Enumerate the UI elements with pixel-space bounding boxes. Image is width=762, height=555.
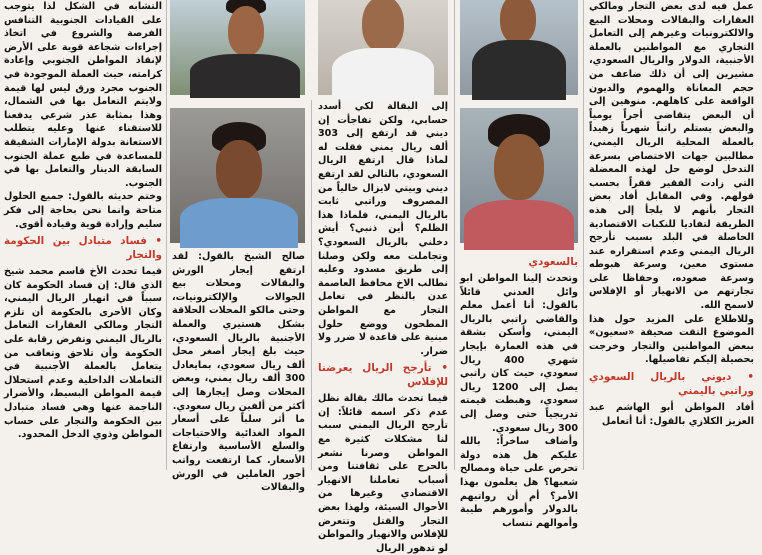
shirt <box>464 200 574 250</box>
paragraph: فيما تحدث الأخ قاسم محمد شيخ الذي قال: إن فساد الحكومة كان سبباً في انهيار الريال اليمني، وكان الأحرى بالحكومة أن تلزم التجار ومالكي العقارات التعامل بالريال اليمني وتفرض رقابة على الحكومة وأن تلاحق وتعاقب من يتعامل بالعملة الأجنبية في التعاملات الداخلية وعدم استحلال قيمة المواطن البسيط، والأضرار الناجمة عنها وهي فساد متبادل بين الحكومة والتجار على حساب المواطن وذوي الدخل المحدود. <box>4 266 162 441</box>
paragraph: وأضاف ساخراً: بالله عليكم هل هذه دولة تحرص على حياة ومصالح شعبها؟ هل يعلمون بهذا الأمر؟ أم أن رواتبهم بالدولار وأمورهم طيبة وأموالهم تنساب <box>460 436 578 529</box>
paragraph: إلى البقالة لكي أسدد حسابي، ولكن تفاجأت إن ديني قد ارتفع إلى 303 ألف ريال يمني فقلت له لماذا قال ارتفع الريال السعودي، بالتالي لقد ارتفع ديني وبيتي لايزال خالياً من المصروف وراتبي ثابت بالريال اليمني، فلماذا هذا الظلم؟ أين ذنبي؟ أيش دخلني بالريال السعودي؟ وتجاملت معه ولكن وصلنا إلى طريق مسدود وعليه نطالب الاخ محافظ العاصمة عدن بالنظر في تعامل التجار مع المواطن المطحون ووضع حلول مبنية على قاعدة لا ضرر ولا ضرار. <box>318 101 448 357</box>
paragraph: التشابه في الشكل لذا يتوجب على القيادات الجنوبية التنافس الفرصة والشروع في اتخاذ إجراءات شجاعة قوية على الأرض لإنقاذ المواطن الجنوبي وإعادة كرامته، حيث العملة الموجودة في الجنوب مجرد ورق ليس لها قيمة ولايتم التعامل بها في الشمال، وهذا بمثابة عذر شرعي يدفعنا للاستقناء عنها وعليه يتطلب الاستعانة بدولة الإمارات الشقيقة للمساعدة في طبع عملة الجنوب السابقة الدينار والتعامل بها في الجنوب. <box>4 1 162 189</box>
column-rule <box>583 0 584 470</box>
photo-curly-man <box>460 108 578 243</box>
face <box>362 0 404 52</box>
column-rule <box>166 0 167 470</box>
section-heading: • تأرجح الريال يعرضنا للإفلاس <box>318 362 448 389</box>
face <box>228 6 264 56</box>
paragraph: فيما تحدث مالك بقالة نظل عدم ذكر اسمه قائلاً: إن تأرجح الريال اليمني سبب لنا مشكلات كثيرة مع المواطن وصرنا نشعر بالحرج على ثقافتنا ومن أسباب تعاملنا الانهيار الاقتصادي وغيرها من الأحوال السيئة، ولهذا بعض التجار والقتل وتتعرض للإفلاس والانهيار والمواطن لو تدهور الريال <box>317 393 448 554</box>
photo-young-man-top <box>170 0 305 95</box>
column-mid-left <box>172 250 305 494</box>
paragraph: وللاطلاع على المزيد حول هذا الموضوع التقت صحيفة «سعيون» ببعض المواطنين والتجار وخرجت بحصيلة إليكم تفاصيلها. <box>589 313 754 366</box>
photo-man-right <box>460 0 578 95</box>
section-heading: بالسعودي <box>528 256 578 268</box>
shirt <box>190 54 300 98</box>
face <box>500 0 536 44</box>
face <box>216 140 262 200</box>
paragraph: عمل فيه لدى بعض التجار ومالكي العقارات والبقالات ومحلات البيع والالكترونيات وغيرهم إلى التعامل التجاري مع المواطنين بالعملة الأجنبية، الدولار والريال السعودي، مشيرين إلى أن ذلك ضاعف من حجم المعاناة والهموم والديون الواقعة على كاهلهم. منوهين إلى أن البعض يتقاضى أجراً يومياً والبعض يستلم راتباً شهرياً زهيداً بالعملة المحلية الريال اليمني، مطالبين جهات الاختصاص بسرعة التدخل لوضع حل لهذه المعضلة التي زادت الفقير فقراً بحسب قولهم. وفي المقابل أفاد بعض التجار بأنهم لا يلجأ إلى هذه الطريقة لتفاديا للنكبات الاقتصادية الحاصلة في البلد بسبب تأرجح الريال اليمني وعدم استقراره عند مستوى معين، وسرعة هبوطه وسرعة صعوده، وحفاظا على تجارتهم من الانهيار أو الإفلاس لاسمح الله. <box>589 1 754 312</box>
column-mid-right <box>460 252 578 529</box>
section-heading: • فساد متبادل بين الحكومة والتجار <box>4 235 162 262</box>
paragraph: وختم حديثه بالقول: جميع الحلول متاحة وانما نحن بحاجة إلى فكر سليم وإرادة قوية وقيادة أقوى. <box>4 191 162 230</box>
paragraph: أفاد المواطن أبو الهاشم عبد العزيز الكلازي بالقول: أنا أتعامل <box>589 402 754 427</box>
paragraph: ما أثر سلباً على أسعار المواد الغذائية والاحتياجات والسلع الأساسية وارتفاع الأسعار. كما ارتفعت رواتب أجور العاملين في الورش والبقالات <box>172 414 305 494</box>
photo-young-man-blue <box>170 108 305 243</box>
shirt <box>180 198 298 248</box>
face <box>494 134 544 200</box>
column-right <box>589 0 754 470</box>
column-rule <box>454 0 455 470</box>
column-left <box>4 0 162 470</box>
paragraph: صالح الشيخ بالقول: لقد ارتفع إيجار الورش والبقالات ومحلات بيع الجوالات والإلكترونيات، وحتى مالكو المحلات الحلاقة بشكل هستيري والعملة الأجنبية بالريال السعودي، حيث بلغ إيجار أصغر محل ألف ريال سعودي، بمايعادل 300 ألف ريال يمني، وبعض المحلات وصل إيجارها إلى أكثر من ألفين ريال سعودي. <box>172 251 305 412</box>
paragraph: وتحدث إلينا المواطن ابو وائل العدني قائلاً بالقول: أنا أعمل معلم والقاضي راتبي بالريال اليمني، وأسكن بشقة في هذه العمارة بإيجار شهري 400 ريال سعودي، حيث كان راتبي يصل إلى 1200 ريال سعودي، وهبطت قيمته تدريجياً حتى وصل إلى 300 ريال سعودي. <box>460 273 578 434</box>
photo-older-man <box>318 0 448 95</box>
section-heading: • ديوني بالريال السعودي وراتبي باليمني <box>589 371 754 398</box>
column-mid <box>317 100 448 554</box>
shirt <box>472 40 566 100</box>
column-rule <box>311 100 312 470</box>
shirt <box>332 48 434 100</box>
